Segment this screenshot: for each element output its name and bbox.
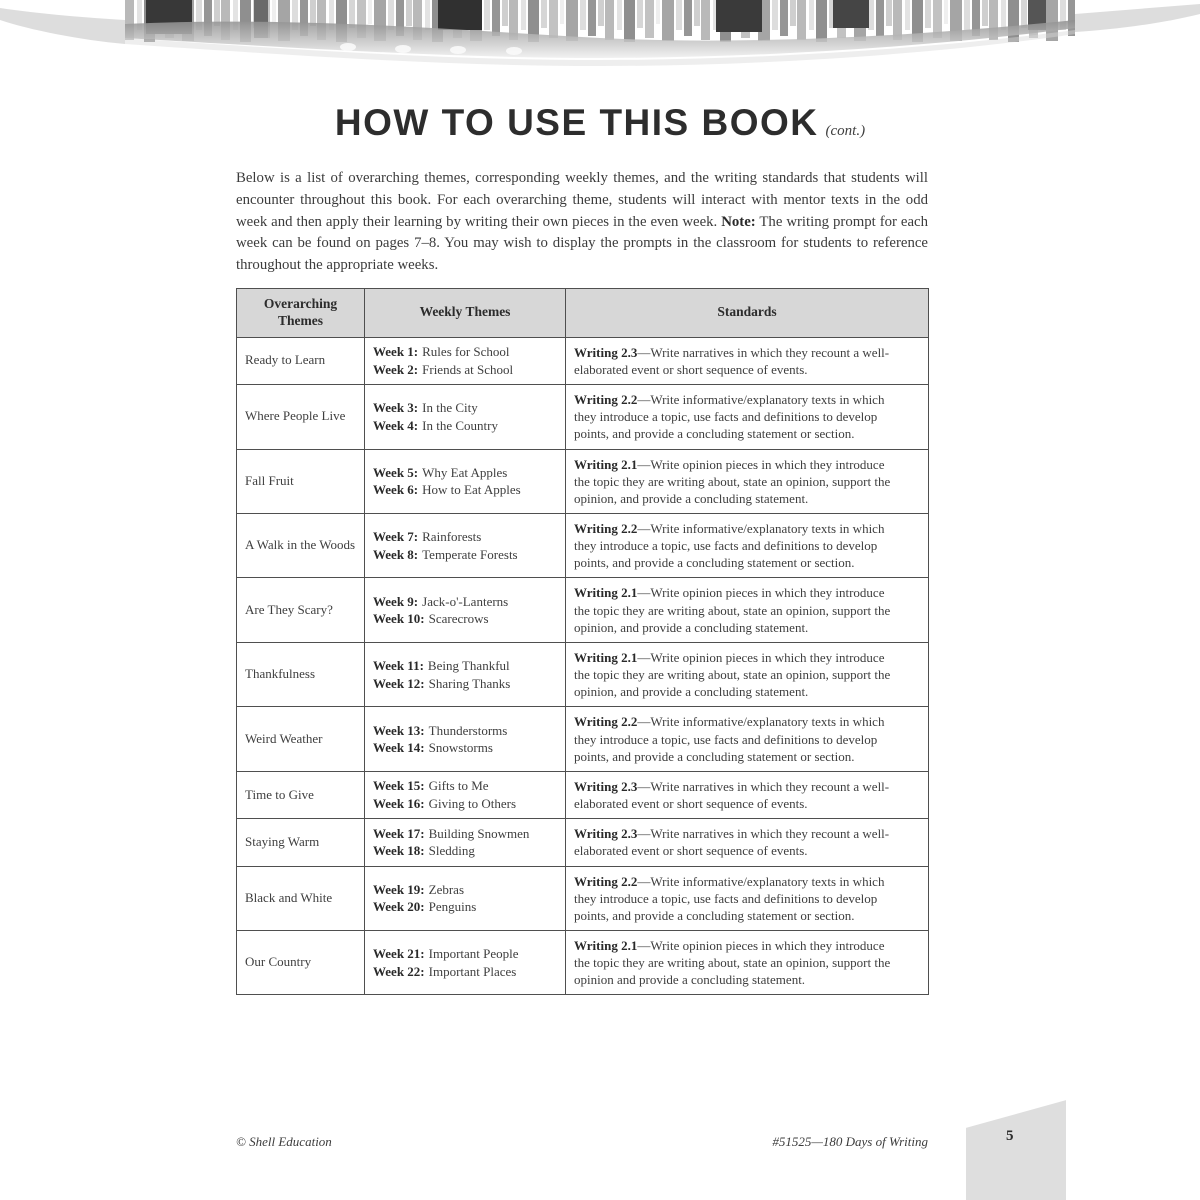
week-text: Scarecrows — [428, 611, 489, 627]
standard-text: —Write opinion pieces in which they introduce the topic they are writing about, state an opinion, support the opinion and provide a concluding statement. — [574, 937, 891, 988]
week-text: Building Snowmen — [428, 825, 530, 841]
table-row — [237, 642, 929, 706]
week-text: Giving to Others — [428, 796, 517, 812]
week-label: Week 12: — [373, 675, 425, 691]
week-text: Friends at School — [422, 361, 514, 377]
standard-text: —Write informative/explanatory texts in which they introduce a topic, use facts and definitions to develop points, and provide a concluding statement or section. — [574, 392, 885, 442]
week-label: Week 19: — [373, 881, 425, 897]
week-text: Being Thankful — [427, 658, 510, 674]
theme-cell: Ready to Learn — [237, 337, 365, 384]
week-line — [373, 464, 557, 482]
theme-cell: Our Country — [237, 930, 365, 994]
week-label: Week 15: — [373, 778, 425, 794]
week-line — [373, 825, 557, 843]
week-label: Week 10: — [373, 611, 425, 627]
weekly-themes-cell — [365, 930, 566, 994]
table-header-row — [237, 289, 929, 338]
theme-cell: Staying Warm — [237, 819, 365, 866]
week-line — [373, 417, 557, 435]
table-row — [237, 449, 929, 513]
standard-code: Writing 2.2 — [574, 873, 638, 889]
standard-code: Writing 2.2 — [574, 714, 638, 730]
week-line — [373, 898, 557, 916]
theme-cell: Fall Fruit — [237, 449, 365, 513]
table-row — [237, 514, 929, 578]
standard-code: Writing 2.1 — [574, 649, 638, 665]
standard-code: Writing 2.3 — [574, 778, 638, 794]
table-row — [237, 385, 929, 449]
weekly-themes-cell — [365, 707, 566, 771]
week-text: Jack-o'-Lanterns — [422, 593, 509, 609]
week-line — [373, 399, 557, 417]
week-line — [373, 739, 557, 757]
week-label: Week 7: — [373, 529, 419, 545]
weekly-themes-cell — [365, 866, 566, 930]
standard-code: Writing 2.1 — [574, 937, 638, 953]
week-text: Rules for School — [422, 344, 510, 360]
week-text: Gifts to Me — [428, 778, 489, 794]
standards-cell — [566, 578, 929, 642]
standard-text: —Write opinion pieces in which they introduce the topic they are writing about, state an opinion, support the opinion, and provide a concluding statement. — [574, 585, 891, 635]
intro-text-before-note: Below is a list of overarching themes, corresponding weekly themes, and the writing standards that students will encounter throughout this book. For each overarching theme, students will interact with mentor texts in the odd week and then apply their learning by writing their own pieces in the even week. — [236, 170, 928, 230]
table-row — [237, 819, 929, 866]
standard-text: —Write informative/explanatory texts in which they introduce a topic, use facts and definitions to develop points, and provide a concluding statement or section. — [574, 873, 885, 923]
weekly-themes-cell — [365, 578, 566, 642]
week-line — [373, 546, 557, 564]
standard-text: —Write narratives in which they recount a well-elaborated event or short sequence of events. — [574, 778, 890, 812]
week-label: Week 17: — [373, 825, 425, 841]
standards-cell — [566, 514, 929, 578]
week-label: Week 1: — [373, 344, 419, 360]
week-line — [373, 593, 557, 611]
standards-cell — [566, 930, 929, 994]
week-label: Week 18: — [373, 843, 425, 859]
week-line — [373, 722, 557, 740]
week-line — [373, 610, 557, 628]
theme-cell: Thankfulness — [237, 642, 365, 706]
week-text: How to Eat Apples — [422, 482, 521, 498]
weekly-themes-cell — [365, 337, 566, 384]
theme-cell: Weird Weather — [237, 707, 365, 771]
table-row — [237, 707, 929, 771]
table-row — [237, 930, 929, 994]
week-line — [373, 842, 557, 860]
standard-code: Writing 2.1 — [574, 456, 638, 472]
theme-cell: Time to Give — [237, 771, 365, 818]
weekly-themes-cell — [365, 514, 566, 578]
standard-text: —Write informative/explanatory texts in which they introduce a topic, use facts and definitions to develop points, and provide a concluding statement or section. — [574, 714, 885, 764]
week-text: Thunderstorms — [428, 722, 508, 738]
standards-cell — [566, 449, 929, 513]
week-line — [373, 481, 557, 499]
table-row — [237, 771, 929, 818]
week-line — [373, 343, 557, 361]
week-text: Rainforests — [422, 529, 482, 545]
page-number: 5 — [1006, 1128, 1014, 1144]
standards-cell — [566, 707, 929, 771]
table-row — [237, 578, 929, 642]
week-text: Zebras — [428, 881, 465, 897]
week-label: Week 4: — [373, 417, 419, 433]
footer-book-title: #51525—180 Days of Writing — [772, 1134, 928, 1149]
standard-text: —Write narratives in which they recount a well-elaborated event or short sequence of events. — [574, 344, 890, 377]
standards-cell — [566, 642, 929, 706]
standards-cell — [566, 337, 929, 384]
week-text: In the Country — [422, 417, 498, 433]
week-label: Week 9: — [373, 593, 419, 609]
note-label: Note: — [721, 213, 756, 230]
week-line — [373, 675, 557, 693]
week-label: Week 21: — [373, 946, 425, 962]
week-label: Week 3: — [373, 400, 419, 416]
week-label: Week 2: — [373, 361, 419, 377]
weekly-themes-cell — [365, 385, 566, 449]
week-label: Week 5: — [373, 464, 419, 480]
week-line — [373, 657, 557, 675]
weekly-themes-cell — [365, 449, 566, 513]
header-standards: Standards — [566, 289, 929, 338]
weekly-themes-cell — [365, 642, 566, 706]
standard-text: —Write informative/explanatory texts in which they introduce a topic, use facts and definitions to develop points, and provide a concluding statement or section. — [574, 521, 885, 571]
weekly-themes-cell — [365, 819, 566, 866]
standard-code: Writing 2.3 — [574, 344, 638, 360]
table-row — [237, 866, 929, 930]
theme-cell: A Walk in the Woods — [237, 514, 365, 578]
header-weekly-themes: Weekly Themes — [365, 289, 566, 338]
standard-code: Writing 2.3 — [574, 826, 638, 842]
week-label: Week 13: — [373, 722, 425, 738]
standards-cell — [566, 866, 929, 930]
theme-cell: Where People Live — [237, 385, 365, 449]
standards-cell — [566, 819, 929, 866]
week-label: Week 6: — [373, 482, 419, 498]
standard-code: Writing 2.2 — [574, 521, 638, 536]
standards-cell — [566, 385, 929, 449]
week-line — [373, 881, 557, 899]
top-border-decoration — [0, 0, 1200, 92]
week-label: Week 11: — [373, 658, 424, 674]
theme-cell: Are They Scary? — [237, 578, 365, 642]
header-overarching-themes: Overarching Themes — [237, 289, 365, 338]
page-header — [0, 102, 1200, 144]
page-title: HOW TO USE THIS BOOK — [334, 102, 819, 143]
week-line — [373, 795, 557, 813]
standard-text: —Write opinion pieces in which they introduce the topic they are writing about, state an opinion, support the opinion, and provide a concluding statement. — [574, 456, 891, 506]
week-line — [373, 963, 557, 981]
standard-code: Writing 2.2 — [574, 392, 638, 408]
week-text: Temperate Forests — [422, 546, 518, 562]
week-line — [373, 528, 557, 546]
week-line — [373, 777, 557, 795]
weekly-themes-cell — [365, 771, 566, 818]
week-label: Week 22: — [373, 963, 425, 979]
standard-text: —Write opinion pieces in which they introduce the topic they are writing about, state an opinion, support the opinion, and provide a concluding statement. — [574, 649, 891, 700]
themes-standards-table — [236, 288, 929, 995]
corner-tab-decoration — [966, 1097, 1066, 1200]
week-line — [373, 361, 557, 379]
week-label: Week 14: — [373, 740, 425, 756]
week-label: Week 8: — [373, 546, 419, 562]
week-text: Important People — [428, 946, 519, 962]
week-label: Week 16: — [373, 796, 425, 812]
intro-text-after-note: The writing prompt for each week can be found on pages 7–8. You may wish to display the prompts in the classroom for students to reference throughout the appropriate weeks. — [236, 213, 928, 273]
standard-code: Writing 2.1 — [574, 585, 638, 601]
footer-publisher: © Shell Education — [236, 1134, 332, 1149]
week-label: Week 20: — [373, 899, 425, 915]
page-title-suffix: (cont.) — [825, 123, 866, 139]
week-text: Sharing Thanks — [428, 675, 511, 691]
intro-paragraph — [236, 168, 928, 277]
week-text: Snowstorms — [428, 740, 493, 756]
week-line — [373, 945, 557, 963]
standards-cell — [566, 771, 929, 818]
week-text: Why Eat Apples — [422, 464, 508, 480]
week-text: In the City — [422, 400, 478, 416]
week-text: Sledding — [428, 843, 475, 859]
table-row — [237, 337, 929, 384]
week-text: Important Places — [428, 963, 517, 979]
standard-text: —Write narratives in which they recount a well-elaborated event or short sequence of events. — [574, 826, 890, 859]
theme-cell: Black and White — [237, 866, 365, 930]
week-text: Penguins — [428, 899, 477, 915]
